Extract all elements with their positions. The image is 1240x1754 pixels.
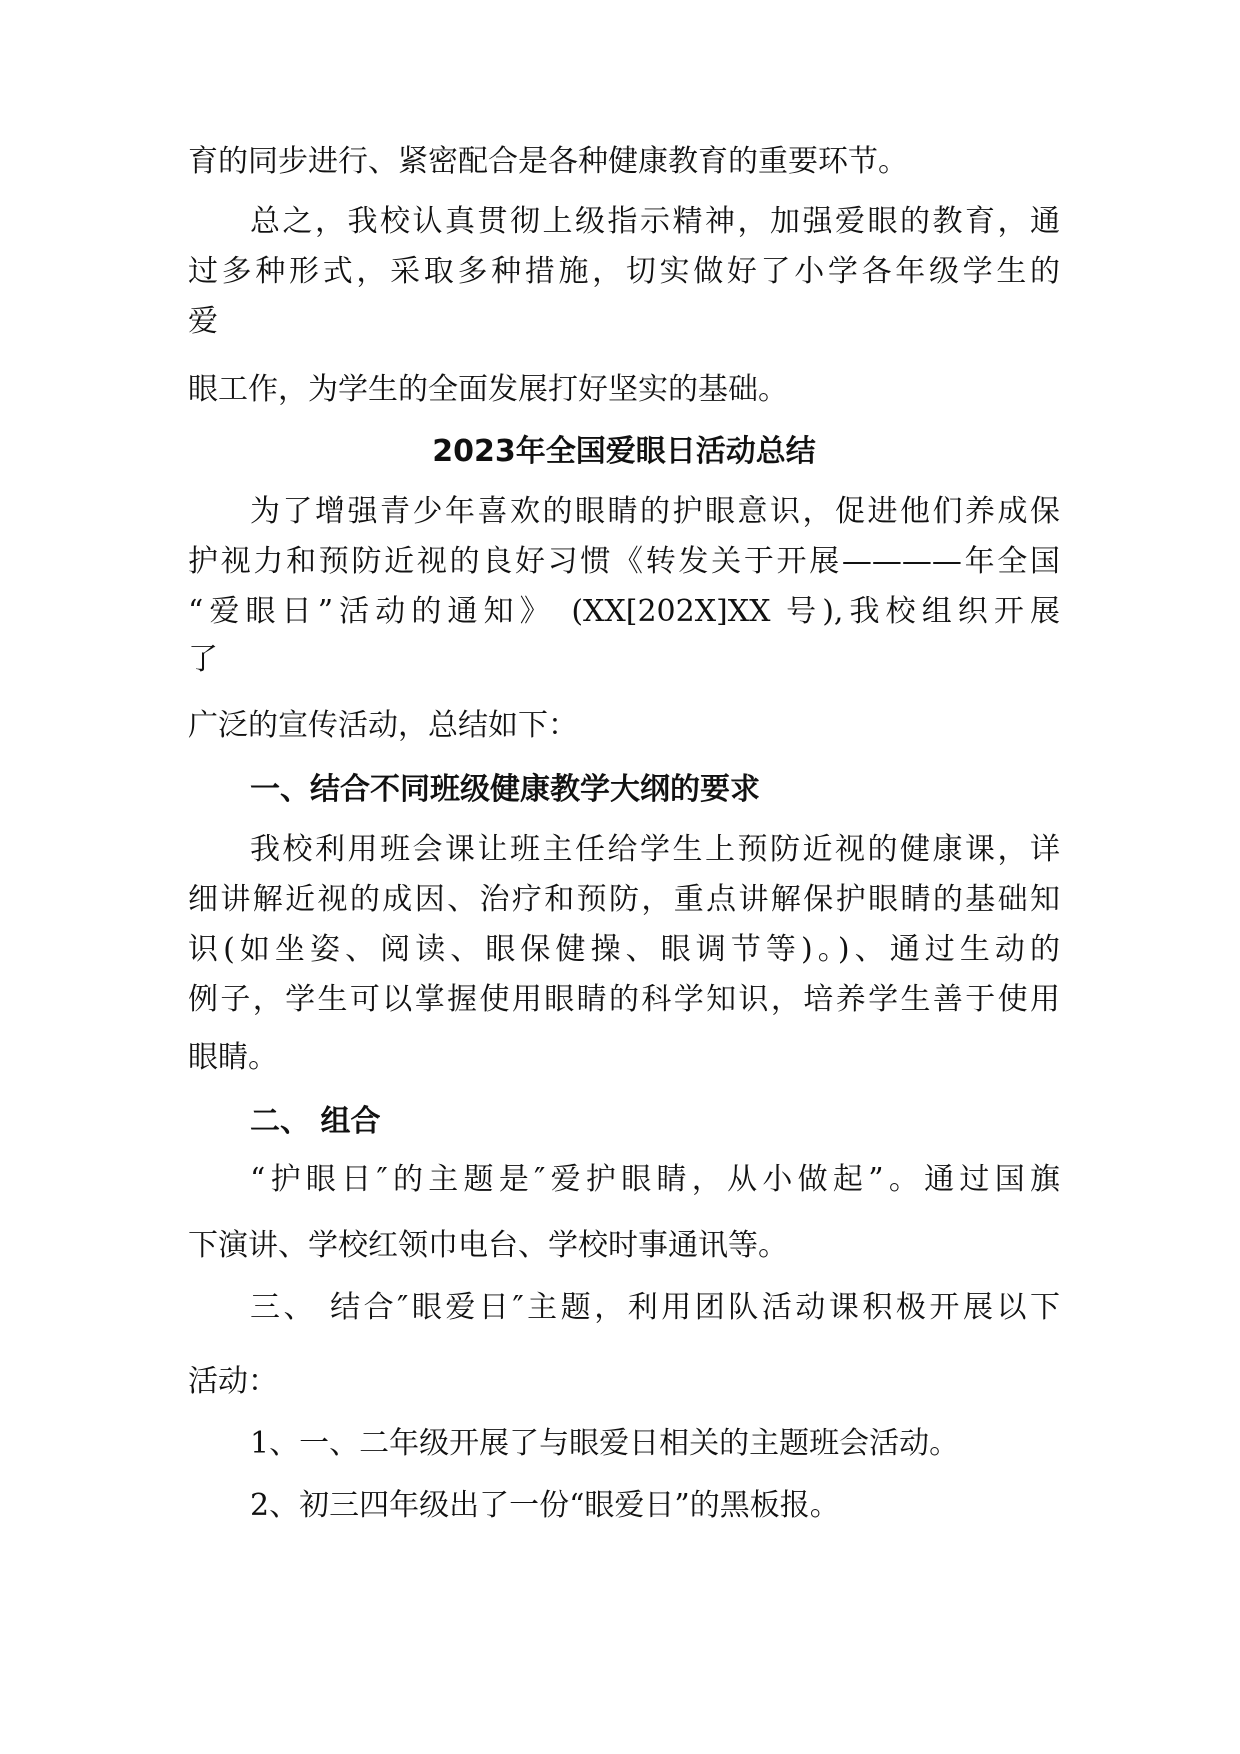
section-heading-2: 二、 组合 xyxy=(250,1104,381,1139)
section-heading-3: 三、 结合″眼爱日″主题，利用团队活动课积极开展以下 xyxy=(250,1290,1060,1325)
section-heading-1: 一、结合不同班级健康教学大纲的要求 xyxy=(250,772,760,807)
document-title: 2023年全国爱眼日活动总结 xyxy=(432,434,816,469)
paragraph-line: “爱眼日”活动的通知》 (XX[202X]XX 号),我校组织开展 xyxy=(188,594,1060,629)
paragraph-line: 细讲解近视的成因、治疗和预防，重点讲解保护眼睛的基础知 xyxy=(188,882,1060,917)
paragraph-line: 护视力和预防近视的良好习惯《转发关于开展————年全国 xyxy=(188,544,1060,579)
paragraph-line: 活动： xyxy=(188,1364,278,1399)
paragraph-line: 眼工作，为学生的全面发展打好坚实的基础。 xyxy=(188,372,788,407)
paragraph-line: 育的同步进行、紧密配合是各种健康教育的重要环节。 xyxy=(188,144,908,179)
list-item: 1、一、二年级开展了与眼爱日相关的主题班会活动。 xyxy=(250,1426,960,1461)
paragraph-line: “护眼日″的主题是″爱护眼睛，从小做起”。通过国旗 xyxy=(250,1162,1060,1197)
list-item: 2、初三四年级出了一份“眼爱日”的黑板报。 xyxy=(250,1488,840,1523)
paragraph-line: 过多种形式，采取多种措施，切实做好了小学各年级学生的 xyxy=(188,254,1060,289)
paragraph-line: 例子，学生可以掌握使用眼睛的科学知识，培养学生善于使用 xyxy=(188,982,1060,1017)
paragraph-line: 我校利用班会课让班主任给学生上预防近视的健康课，详 xyxy=(250,832,1060,867)
paragraph-line: 识(如坐姿、阅读、眼保健操、眼调节等)。)、通过生动的 xyxy=(188,932,1060,967)
paragraph-line: 下演讲、学校红领巾电台、学校时事通讯等。 xyxy=(188,1228,788,1263)
paragraph-line: 了 xyxy=(188,642,218,677)
paragraph-line: 广泛的宣传活动，总结如下： xyxy=(188,708,578,743)
paragraph-line: 为了增强青少年喜欢的眼睛的护眼意识，促进他们养成保 xyxy=(250,494,1060,529)
paragraph-line: 爱 xyxy=(188,304,218,339)
paragraph-line: 总之，我校认真贯彻上级指示精神，加强爱眼的教育，通 xyxy=(250,204,1060,239)
paragraph-line: 眼睛。 xyxy=(188,1040,278,1075)
